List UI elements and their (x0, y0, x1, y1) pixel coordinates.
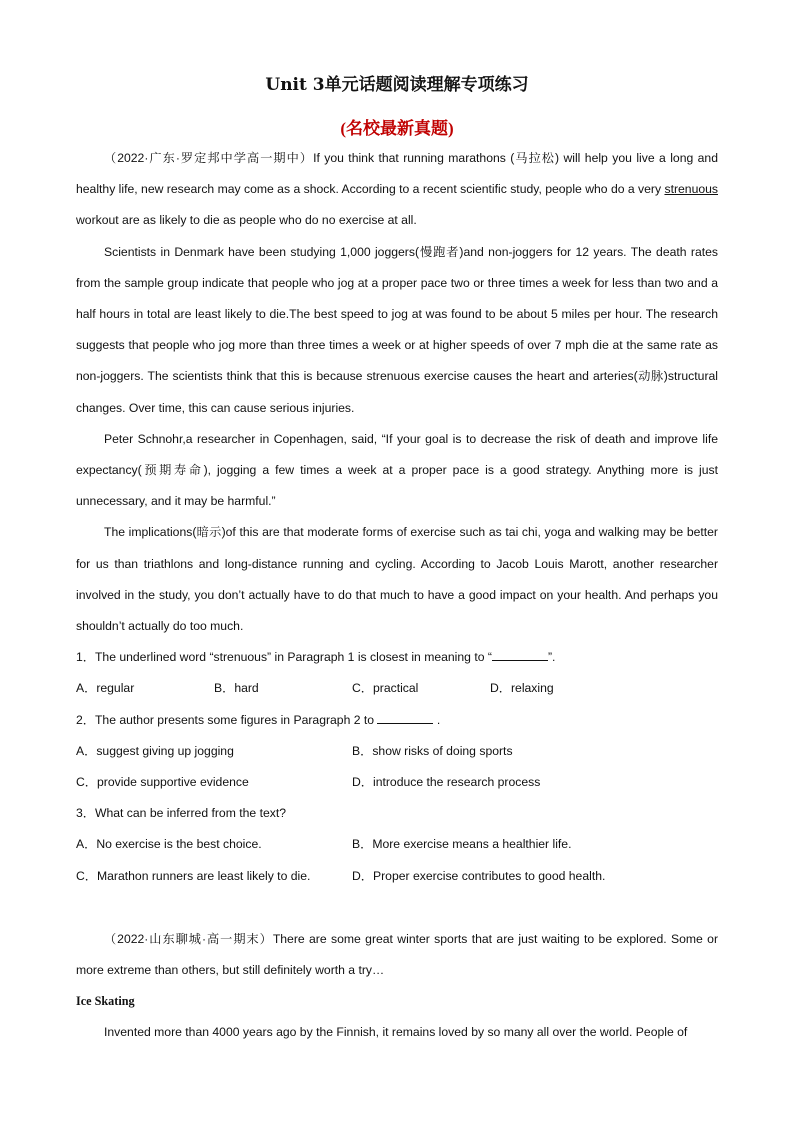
option-c: C．provide supportive evidence (76, 775, 249, 790)
passage2-source: （2022·山东聊城·高一期末） (104, 931, 273, 946)
section-gap (76, 892, 718, 924)
passage1-source: （2022·广东·罗定邦中学高一期中） (104, 151, 314, 165)
option-d: D．relaxing (490, 681, 554, 696)
passage1-paragraph-1 (76, 143, 718, 237)
question-2-options-row-2 (76, 767, 718, 798)
option-d: D．Proper exercise contributes to good health. (352, 868, 606, 883)
underlined-word: strenuous (664, 182, 718, 197)
option-b: B．show risks of doing sports (352, 743, 513, 758)
option-a: A．No exercise is the best choice. (76, 837, 262, 852)
question-3-options-row-1 (76, 829, 718, 860)
question-3: 3．What can be inferred from the text? (76, 806, 286, 821)
answer-blank (377, 712, 433, 724)
passage1-p1-text-b: workout are as likely to die as people who do no exercise at all. (76, 213, 417, 228)
question-2-text-end: . (433, 712, 441, 727)
passage2-intro-text: There are some great winter sports that are just waiting to be explored. Some or more extreme than others, but still definitely worth a try… (76, 931, 719, 978)
question-3-options-row-2 (76, 861, 718, 892)
option-b: B．More exercise means a healthier life. (352, 837, 572, 852)
section-heading: Ice Skating (76, 994, 135, 1009)
question-1-text-end: ”. (547, 650, 556, 665)
question-2 (76, 705, 718, 736)
answer-blank (492, 649, 548, 661)
page-title: Unit 3单元话题阅读理解专项练习 (265, 75, 529, 95)
option-a: A．regular (76, 681, 135, 696)
question-2-options-row-1 (76, 736, 718, 767)
question-1-options (76, 673, 718, 704)
passage2-paragraph-1: Invented more than 4000 years ago by the Finnish, it remains loved by so many all over the world. People of (104, 1025, 688, 1040)
option-d: D．introduce the research process (352, 775, 541, 790)
passage1-paragraph-4: The implications(暗示)of this are that moderate forms of exercise such as tai chi, yoga and walking may be better for us than triathlons and long-distance running and cycling. According to Jacob Louis Marott, another researcher involved in the study, you don’t actually have to do that much to have a good impact on your health. And perhaps you shouldn’t actually do too much. (76, 525, 718, 634)
passage1-p1-text-a: If you think that running marathons (马拉松) will help you live a long and healthy life, new research may come as a shock. According to a recent scientific study, people who do a very (76, 151, 718, 197)
passage1-paragraph-2: Scientists in Denmark have been studying 1,000 joggers(慢跑者)and non-joggers for 12 years. The death rates from the sample group indicate that people who jog at a proper pace two or three times a week for less than two and a half hours in total are least likely to die.The best speed to jog at was found to be about 5 miles per hour. The research suggests that people who jog more than three times a week or at higher speeds of over 7 mph die at the same rate as non-joggers. The scientists think that this is because strenuous exercise causes the heart and arteries(动脉)structural changes. Over time, this can cause serious injuries. (76, 244, 718, 415)
question-2-text: 2．The author presents some figures in Paragraph 2 to (76, 712, 378, 727)
question-1-text: 1．The underlined word “strenuous” in Paragraph 1 is closest in meaning to “ (76, 650, 492, 665)
option-c: C．Marathon runners are least likely to die. (76, 868, 311, 883)
passage1-paragraph-3: Peter Schnohr,a researcher in Copenhagen, said, “If your goal is to decrease the risk of death and improve life expectancy(预期寿命), jogging a few times a week at a proper pace is a good strategy. Anything more is just unnecessary, and it may be harmful.” (76, 431, 718, 509)
question-1 (76, 642, 718, 673)
option-a: A．suggest giving up jogging (76, 743, 234, 758)
page-subtitle: (名校最新真题) (340, 119, 454, 138)
option-c: C．practical (352, 681, 419, 696)
document-body (76, 143, 718, 1049)
option-b: B．hard (214, 681, 259, 696)
passage2-intro (76, 924, 718, 986)
